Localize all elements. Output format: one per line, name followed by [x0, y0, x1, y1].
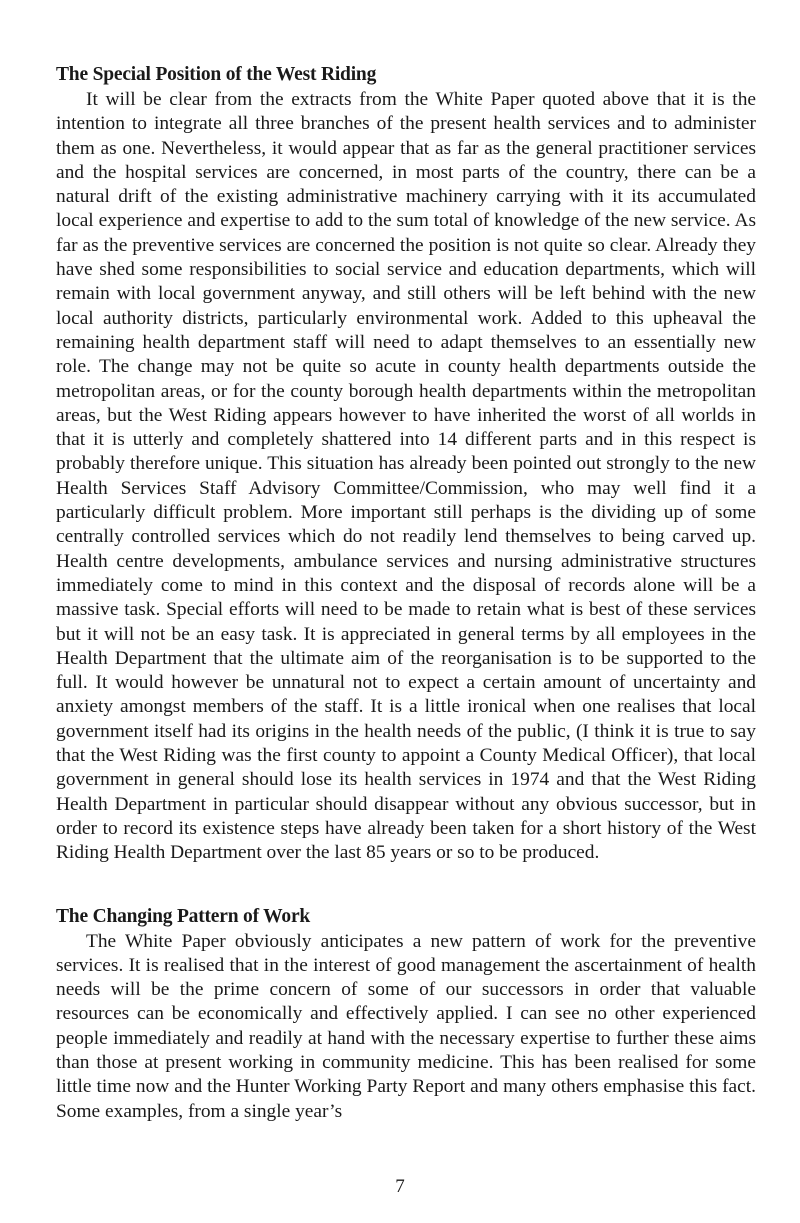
page-number: 7: [395, 1176, 405, 1197]
document-page: [56, 62, 756, 1124]
section-heading-changing-pattern: The Changing Pattern of Work: [56, 905, 311, 927]
section-heading-west-riding: The Special Position of the West Riding: [56, 64, 377, 85]
paragraph-west-riding: It will be clear from the extracts from the White Paper quoted above that it is the intention to integrate all three branches of the present health services and to administer them as one. Nevertheless, it would appear that as far as the general practitioner services and the hospital services are concerned, in most parts of the country, there can be a natural drift of the existing administrative machinery carrying with it its accumulated local experience and expertise to add to the sum total of knowledge of the new service. As far as the preventive services are concerned the position is not quite so clear. Already they have shed some responsibilities to social service and education departments, which will remain with local government anyway, and still others will be left behind with the new local authority districts, particularly environmental work. Added to this upheaval the remaining health department staff will need to adapt themselves to an essentially new role. The change may not be quite so acute in county health departments outside the metropolitan areas, or for the county borough health departments within the metropolitan areas, but the West Riding appears however to have inherited the worst of all worlds in that it is utterly and completely shattered into 14 different parts and in this respect is probably therefore unique. This situation has already been pointed out strongly to the new Health Services Staff Advisory Committee/Commission, who may well find it a particularly difficult problem. More important still perhaps is the dividing up of some centrally controlled services which do not readily lend themselves to being carved up. Health centre developments, ambulance services and nursing administrative structures immediately come to mind in this context and the disposal of records alone will be a massive task. Special efforts will need to be made to retain what is best of these services but it will not be an easy task. It is appreciated in general terms by all employees in the Health Department that the ultimate aim of the reorganisation is to be supported to the full. It would however be unnatural not to expect a certain amount of uncertainty and anxiety amongst members of the staff. It is a little ironical when one realises that local government itself had its origins in the health needs of the public, (I think it is true to say that the West Riding was the first county to appoint a County Medical Officer), that local government in general should lose its health services in 1974 and that the West Riding Health Department in particular should disappear without any obvious successor, but in order to record its existence steps have already been taken for a short history of the West Riding Health Department over the last 85 years or so to be produced.: [56, 89, 756, 864]
section-divider-space: [56, 866, 756, 904]
paragraph-changing-pattern: The White Paper obviously anticipates a new pattern of work for the preventive services. It is realised that in the interest of good management the ascertainment of health needs will be the prime concern of some of our successors in order that valuable resources can be economically and effectively applied. I can see no other experienced people immediately and readily at hand with the necessary expertise to further these aims than those at present working in community medicine. This has been realised for some little time now and the Hunter Working Party Report and many others emphasise this fact. Some examples, from a single year’s: [56, 930, 756, 1122]
